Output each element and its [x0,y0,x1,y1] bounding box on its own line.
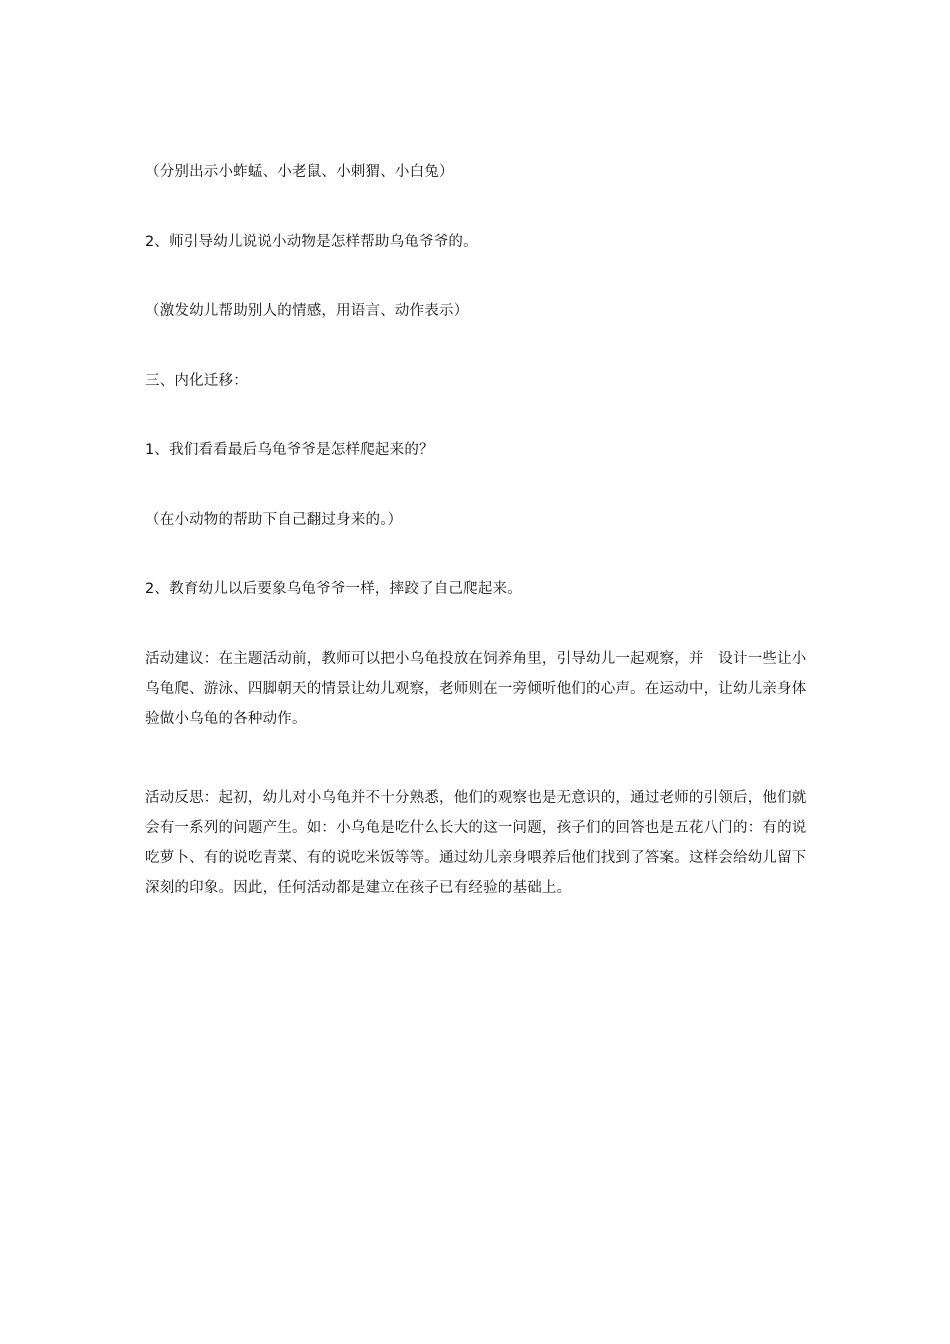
paragraph-activity-reflection: 活动反思：起初，幼儿对小乌龟并不十分熟悉，他们的观察也是无意识的，通过老师的引领后，他们就会有一系列的问题产生。如：小乌龟是吃什么长大的这一问题，孩子们的回答也是五花八门的：有的说吃萝卜、有的说吃青菜、有的说吃米饭等等。通过幼儿亲身喂养后他们找到了答案。这样会给幼儿留下深刻的印象。因此，任何活动都是建立在孩子已有经验的基础上。 [145,790,807,896]
paragraph-step-2-educate: 2、教育幼儿以后要象乌龟爷爷一样，摔跤了自己爬起来。 [145,581,522,597]
paragraph-answer-note: （在小动物的帮助下自己翻过身来的。） [145,512,403,528]
paragraph-emotion-note: （激发幼儿帮助别人的情感，用语言、动作表示） [145,303,469,319]
paragraph-activity-suggestion: 活动建议：在主题活动前，教师可以把小乌龟投放在饲养角里，引导幼儿一起观察，并 设计一些让小乌龟爬、游泳、四脚朝天的情景让幼儿观察，老师则在一旁倾听他们的心声。在运动中，让幼儿亲身体验做小乌龟的各种动作。 [145,651,807,727]
paragraph-step-2-discuss: 2、师引导幼儿说说小动物是怎样帮助乌龟爷爷的。 [145,234,478,250]
paragraph-step-1-question: 1、我们看看最后乌龟爷爷是怎样爬起来的？ [145,442,434,458]
paragraph-animals-shown: （分别出示小蚱蜢、小老鼠、小刺猬、小白兔） [145,164,454,180]
section-heading-internalize: 三、内化迁移： [145,373,248,389]
